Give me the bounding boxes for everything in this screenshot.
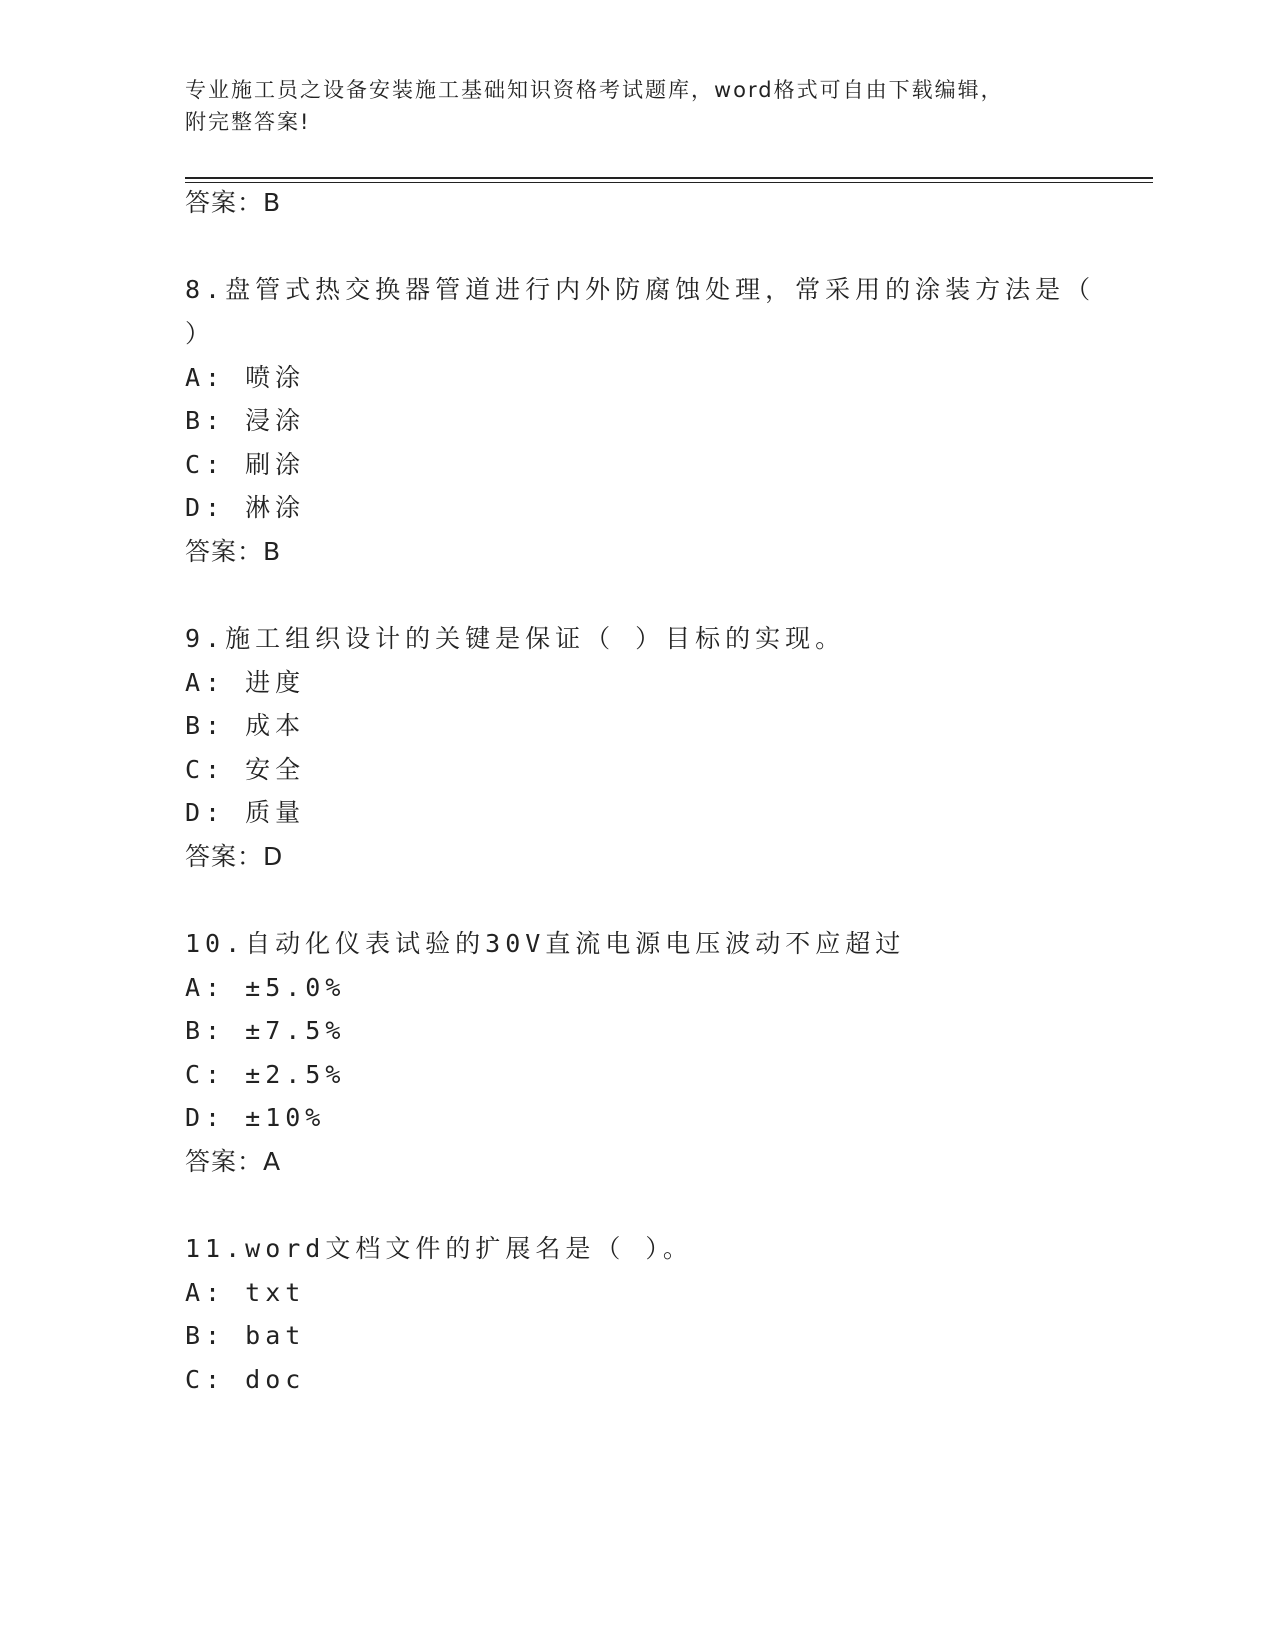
header-line-2: 附完整答案! <box>185 110 311 134</box>
option-b: B: bat <box>185 1321 306 1350</box>
option-a: A: 进度 <box>185 668 306 697</box>
question-text: 11.word文档文件的扩展名是（ ）。 <box>185 1234 693 1263</box>
option-d: D: 质量 <box>185 798 306 827</box>
question-text-continued: ） <box>185 319 216 348</box>
option-c: C: 刷涂 <box>185 450 306 479</box>
option-b: B: 浸涂 <box>185 406 306 435</box>
option-a: A: txt <box>185 1278 306 1307</box>
question-text: 8.盘管式热交换器管道进行内外防腐蚀处理，常采用的涂装方法是（ <box>185 275 1096 304</box>
header-rule-thick <box>185 177 1153 179</box>
option-b: B: ±7.5% <box>185 1016 346 1045</box>
question-text: 10.自动化仪表试验的30V直流电源电压波动不应超过 <box>185 929 906 958</box>
option-c: C: doc <box>185 1365 306 1394</box>
option-d: D: ±10% <box>185 1103 326 1132</box>
header-line-1: 专业施工员之设备安装施工基础知识资格考试题库，word格式可自由下载编辑， <box>185 78 1004 102</box>
document-header <box>185 74 1065 138</box>
option-c: C: ±2.5% <box>185 1060 346 1089</box>
question-text: 9.施工组织设计的关键是保证（ ）目标的实现。 <box>185 624 846 653</box>
answer: 答案：B <box>185 537 282 566</box>
header-rule-thin <box>185 182 1153 183</box>
option-c: C: 安全 <box>185 755 306 784</box>
option-d: D: 淋涂 <box>185 493 306 522</box>
option-a: A: 喷涂 <box>185 363 306 392</box>
option-a: A: ±5.0% <box>185 973 346 1002</box>
answer: 答案：D <box>185 842 284 871</box>
answer: 答案：A <box>185 1147 282 1176</box>
option-b: B: 成本 <box>185 711 306 740</box>
previous-answer: 答案：B <box>185 188 282 217</box>
